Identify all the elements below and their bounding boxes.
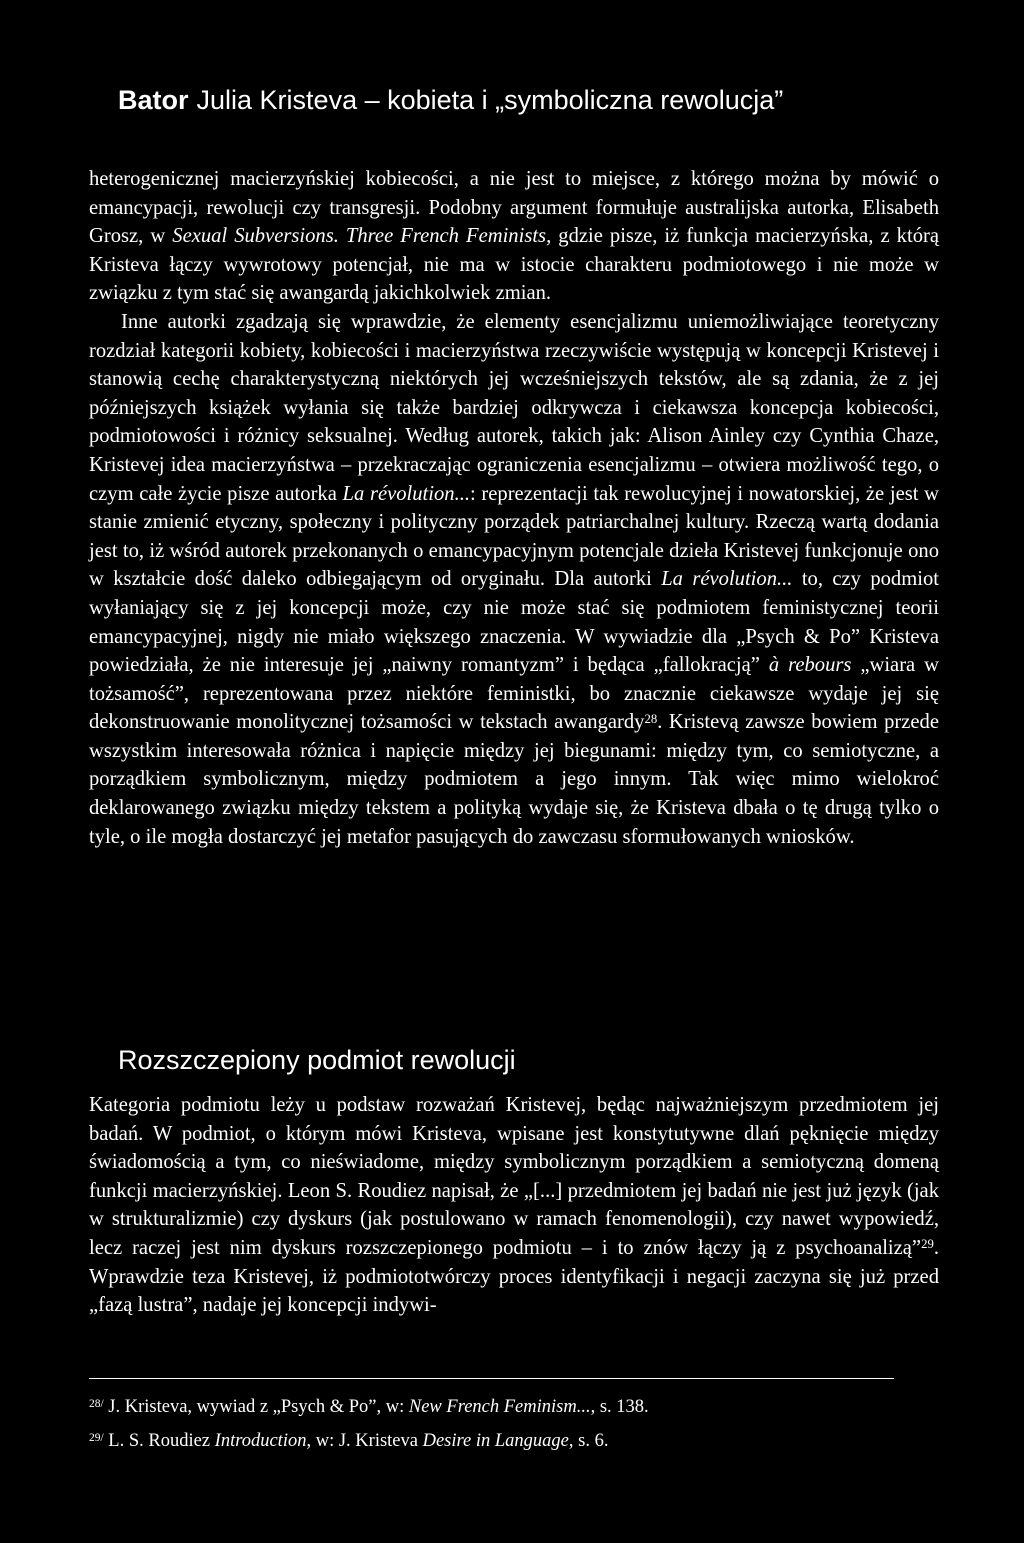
footnote-29 [89,1424,949,1458]
footnote-28 [89,1390,949,1424]
phrase-a-rebours: à rebours [768,654,852,677]
section-1-body [89,165,939,851]
footnote-number: 29/ [89,1431,104,1444]
paragraph-1 [89,165,939,308]
running-header [118,80,783,120]
footnote-divider [89,1378,894,1379]
paragraph-3-text-b: . Wprawdzie teza Kristevej, iż podmiototwórczy proces identyfikacji i negacji zaczyna się już przed „fazą lustra”, nadaje jej koncepcji indywi- [89,1236,939,1317]
book-title-la-revolution-1: La révolution... [342,482,471,505]
footnote-ref-29[interactable]: 29 [921,1237,934,1252]
footnote-book-title: Introduction [214,1431,307,1451]
paragraph-2-text-a: Inne autorki zgadzają się wprawdzie, że elementy esencjalizmu uniemożliwiające teoretyczny rozdział kategorii kobiety, kobiecości i macierzyństwa rzeczywiście występują w koncepcji Kristevej i stanowią cechę charakterystyczną niektórych jej wcześniejszych tekstów, ale są zdania, że z jej późniejszych książek wyłania się także bardziej odkrywcza i ciekawsza koncepcja kobiecości, podmiotowości i różnicy seksualnej. Według autorek, takich jak: Alison Ainley czy Cynthia Chaze, Kristevej idea macierzyństwa – przekraczając ograniczenia esencjalizmu – otwiera możliwość tego, o czym całe życie pisze autorka [89,310,939,505]
footnote-text: , w: J. Kristeva [306,1431,423,1451]
paragraph-2-text-d: „wiara w tożsamość”, reprezentowana przez niektóre feministki, bo znacznie ciekawsze wydaje jej się dekonstruowanie monolitycznej tożsamości w tekstach awangardy [89,654,939,734]
paragraph-1-text-b: gdzie pisze, iż funkcja macierzyńska, z którą Kristeva łączy wywrotowy potencjał, nie ma w istocie charakteru podmiotowego i nie może w związku z tym stać się awangardą jakichkolwiek zmian. [89,225,939,305]
footnote-text: J. Kristeva, wywiad z „Psych & Po”, w: [103,1397,409,1417]
paragraph-1-text-a: heterogenicznej macierzyńskiej kobiecości, a nie jest to miejsce, z którego można by mówić o emancypacji, rewolucji czy transgresji. Podobny argument formułuje australijska autorka, Elisabeth Grosz, w [89,168,939,248]
paragraph-2-text-e: . Kristevą zawsze bowiem przede wszystkim interesowała różnica i napięcie między jej biegunami: między tym, co semiotyczne, a porządkiem symbolicznym, między podmiotem a jego innym. Tak więc mimo wielokroć deklarowanego związku między tekstem a polityką wydaje się, że Kristeva dbała o tę drugą tylko o tyle, o ile mogła dostarczyć jej metafor pasujących do zawczasu sformułowanych wniosków. [89,711,939,848]
footnote-page: , s. 138. [590,1397,649,1417]
paragraph-3-text-a: Kategoria podmiotu leży u podstaw rozważań Kristevej, będąc najważniejszym przedmiotem jej badań. W podmiot, o którym mówi Kristeva, wpisane jest konstytutywne dlań pęknięcie między świadomością a tym, co nieświadome, między symbolicznym porządkiem a semiotyczną domeną funkcji macierzyńskiej. Leon S. Roudiez napisał, że „[...] przedmiotem jej badań nie jest już język (jak w strukturalizmie) czy dyskurs (jak postulowano w ramach fenomenologii), czy nawet wypowiedź, lecz raczej jest nim dyskurs rozszczepionego podmiotu – i to znów łączy ją z psychoanalizą” [89,1094,939,1259]
header-title: Julia Kristeva – kobieta i „symboliczna rewolucja” [196,85,784,115]
book-title-la-revolution-2: La révolution... [661,568,793,591]
footnote-ref-28[interactable]: 28 [644,711,658,726]
footnote-book-title: Desire in Language [422,1431,569,1451]
header-author: Bator [118,85,189,115]
footnote-page: , s. 6. [568,1431,609,1451]
section-heading: Rozszczepiony podmiot rewolucji [118,1045,516,1075]
section-2-body [89,1091,939,1320]
paragraph-3 [89,1091,939,1320]
footnote-text: L. S. Roudiez [103,1431,215,1451]
paragraph-2-text-c: to, czy podmiot wyłaniający się z jej koncepcji może, czy nie może stać się podmiotem feministycznej teorii emancypacyjnej, nigdy nie miało większego znaczenia. W wywiadzie dla „Psych & Po” Kristeva powiedziała, że nie interesuje jej „naiwny romantyzm” i będąca „fallokracją” [89,568,939,677]
footnote-number: 28/ [89,1397,104,1410]
paragraph-2-text-b: : reprezentacji tak rewolucyjnej i nowatorskiej, że jest w stanie zmienić etyczny, społeczny i polityczny porządek patriarchalnej kultury. Rzeczą wartą dodania jest to, iż wśród autorek przekonanych o emancypacyjnym potencjale dzieła Kristevej funkcjonuje ono w kształcie dość daleko odbiegającym od oryginału. Dla autorki [89,482,939,591]
book-title-sexual-subversions: Sexual Subversions. Three French Feminists, [172,225,552,248]
footnote-book-title: New French Feminism... [408,1397,591,1417]
footnotes [89,1390,949,1458]
paragraph-2 [89,308,939,851]
